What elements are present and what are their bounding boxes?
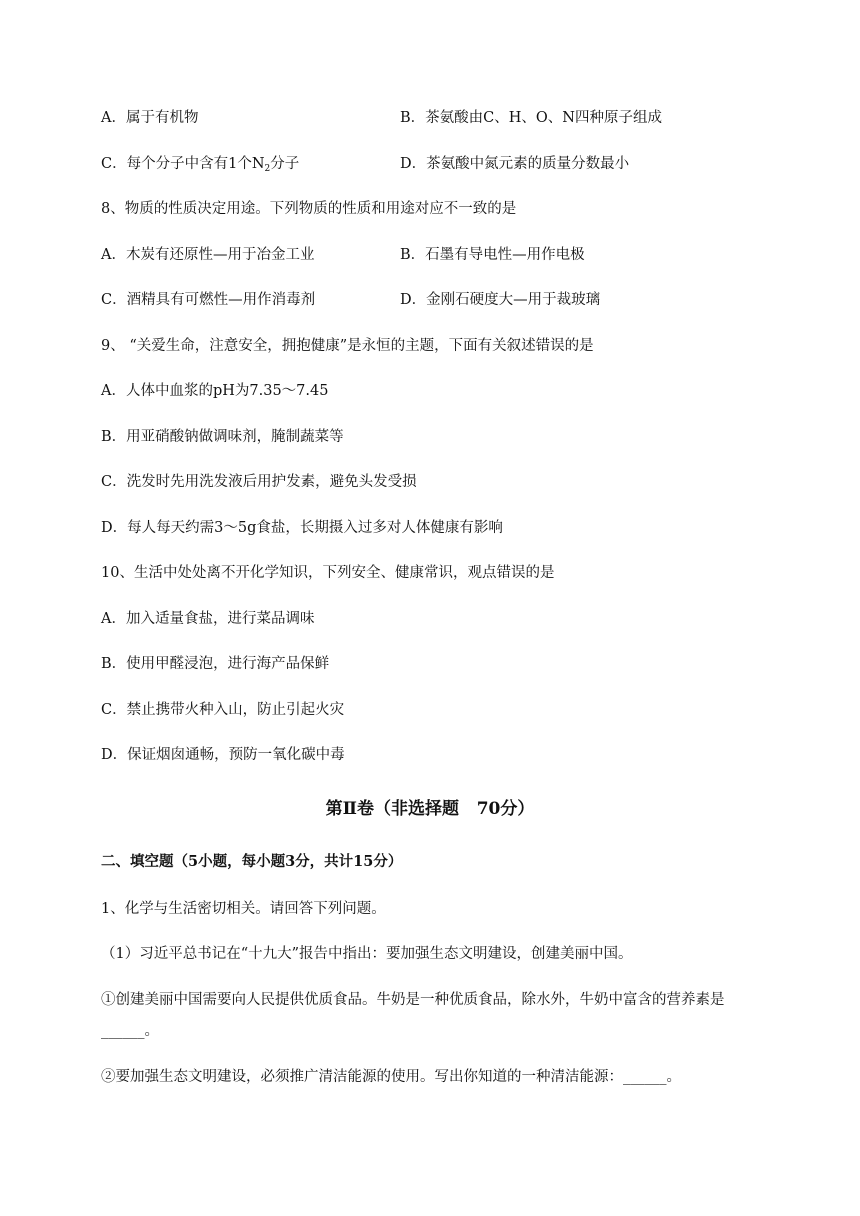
option-8a: A．木炭有还原性—用于冶金工业 — [101, 247, 315, 263]
item-1-blank: ______。 — [101, 1023, 159, 1039]
sub-question-1: （1）习近平总书记在“十九大”报告中指出：要加强生态文明建设，创建美丽中国。 — [101, 946, 633, 962]
option-9a: A．人体中血浆的pH为7.35～7.45 — [101, 383, 329, 399]
question-9-stem: 9、 “关爱生命，注意安全，拥抱健康”是永恒的主题，下面有关叙述错误的是 — [101, 338, 594, 354]
section-heading: 二、填空题（5小题，每小题3分，共计15分） — [101, 853, 403, 870]
option-10b: B．使用甲醛浸泡，进行海产品保鲜 — [101, 656, 330, 672]
question-8-stem: 8、物质的性质决定用途。下列物质的性质和用途对应不一致的是 — [101, 201, 517, 217]
option-10a: A．加入适量食盐，进行菜品调味 — [101, 611, 315, 627]
option-7c: C．每个分子中含有1个$N_2$分子 — [101, 156, 300, 174]
option-10c: C．禁止携带火种入山，防止引起火灾 — [101, 702, 345, 718]
option-9b: B．用亚硝酸钠做调味剂，腌制蔬菜等 — [101, 429, 344, 445]
option-8d: D．金刚石硬度大—用于裁玻璃 — [400, 292, 601, 308]
option-7b: B．茶氨酸由C、H、O、N四种原子组成 — [400, 110, 662, 126]
option-9d: D．每人每天约需3～5g食盐，长期摄入过多对人体健康有影响 — [101, 520, 503, 536]
part-2-title: 第Ⅱ卷（非选择题 70分） — [325, 799, 535, 819]
option-10d: D．保证烟囱通畅，预防一氧化碳中毒 — [101, 747, 345, 763]
fill-question-1-stem: 1、化学与生活密切相关。请回答下列问题。 — [101, 901, 386, 917]
option-8c: C．酒精具有可燃性—用作消毒剂 — [101, 292, 316, 308]
item-2: ②要加强生态文明建设，必须推广清洁能源的使用。写出你知道的一种清洁能源：______。 — [101, 1069, 681, 1085]
question-10-stem: 10、生活中处处离不开化学知识，下列安全、健康常识，观点错误的是 — [101, 565, 555, 581]
option-7d: D．茶氨酸中氮元素的质量分数最小 — [400, 156, 630, 172]
option-7a: A．属于有机物 — [101, 110, 199, 126]
option-8b: B．石墨有导电性—用作电极 — [400, 247, 585, 263]
item-1-line-1: ①创建美丽中国需要向人民提供优质食品。牛奶是一种优质食品，除水外，牛奶中富含的营养素是 — [101, 992, 725, 1008]
option-9c: C．洗发时先用洗发液后用护发素，避免头发受损 — [101, 474, 417, 490]
